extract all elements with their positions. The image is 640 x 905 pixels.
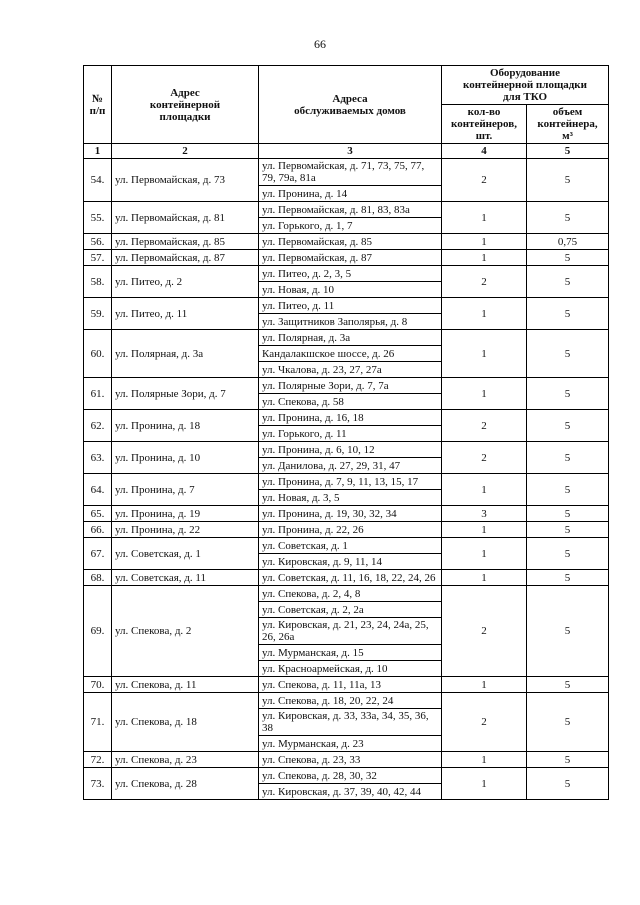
container-count: 2 [442,159,527,202]
column-number: 4 [442,144,527,159]
served-house-address: ул. Пронина, д. 22, 26 [259,522,442,538]
container-count: 1 [442,250,527,266]
site-address: ул. Пронина, д. 7 [112,474,259,506]
container-count: 2 [442,586,527,677]
table-row [84,538,609,554]
container-volume: 5 [527,202,609,234]
container-count: 1 [442,522,527,538]
row-number: 55. [84,202,112,234]
served-house-address: ул. Спекова, д. 28, 30, 32 [259,768,442,784]
served-house-address: ул. Спекова, д. 11, 11а, 13 [259,677,442,693]
container-count: 2 [442,693,527,752]
table-row [84,234,609,250]
served-house-address: ул. Первомайская, д. 85 [259,234,442,250]
row-number: 73. [84,768,112,800]
row-number: 66. [84,522,112,538]
row-number: 59. [84,298,112,330]
served-house-address: ул. Защитников Заполярья, д. 8 [259,314,442,330]
table-row [84,378,609,394]
header-served-houses: Адреса обслуживаемых домов [259,66,442,144]
row-number: 71. [84,693,112,752]
container-volume: 5 [527,410,609,442]
served-house-address: ул. Спекова, д. 23, 33 [259,752,442,768]
site-address: ул. Спекова, д. 23 [112,752,259,768]
site-address: ул. Полярная, д. 3а [112,330,259,378]
row-number: 56. [84,234,112,250]
served-house-address: ул. Кировская, д. 21, 23, 24, 24а, 25, 26, 26а [259,618,442,645]
container-count: 2 [442,410,527,442]
table-row [84,298,609,314]
container-volume: 5 [527,378,609,410]
row-number: 65. [84,506,112,522]
served-house-address: ул. Советская, д. 2, 2а [259,602,442,618]
row-number: 61. [84,378,112,410]
site-address: ул. Пронина, д. 19 [112,506,259,522]
header-no: № п/п [84,66,112,144]
row-number: 60. [84,330,112,378]
container-volume: 5 [527,522,609,538]
site-address: ул. Советская, д. 11 [112,570,259,586]
container-volume: 5 [527,586,609,677]
container-count: 2 [442,442,527,474]
row-number: 54. [84,159,112,202]
container-sites-table [83,65,609,800]
container-volume: 5 [527,474,609,506]
table-row [84,250,609,266]
table-row [84,570,609,586]
container-volume: 0,75 [527,234,609,250]
site-address: ул. Пронина, д. 10 [112,442,259,474]
table-row [84,159,609,186]
row-number: 57. [84,250,112,266]
served-house-address: ул. Кировская, д. 37, 39, 40, 42, 44 [259,784,442,800]
container-count: 1 [442,752,527,768]
served-house-address: ул. Мурманская, д. 15 [259,645,442,661]
table-row [84,506,609,522]
site-address: ул. Пронина, д. 18 [112,410,259,442]
table-row [84,202,609,218]
column-number: 3 [259,144,442,159]
served-house-address: ул. Пронина, д. 6, 10, 12 [259,442,442,458]
row-number: 58. [84,266,112,298]
container-count: 1 [442,330,527,378]
row-number: 70. [84,677,112,693]
row-number: 63. [84,442,112,474]
column-number: 5 [527,144,609,159]
container-volume: 5 [527,768,609,800]
served-house-address: ул. Пронина, д. 7, 9, 11, 13, 15, 17 [259,474,442,490]
container-count: 1 [442,474,527,506]
served-house-address: ул. Кировская, д. 33, 33а, 34, 35, 36, 38 [259,709,442,736]
container-count: 1 [442,202,527,234]
site-address: ул. Первомайская, д. 81 [112,202,259,234]
container-count: 1 [442,298,527,330]
container-count: 1 [442,538,527,570]
served-house-address: ул. Питео, д. 2, 3, 5 [259,266,442,282]
container-volume: 5 [527,570,609,586]
container-volume: 5 [527,538,609,570]
served-house-address: ул. Мурманская, д. 23 [259,736,442,752]
served-house-address: ул. Советская, д. 1 [259,538,442,554]
container-count: 2 [442,266,527,298]
container-volume: 5 [527,752,609,768]
container-volume: 5 [527,330,609,378]
served-house-address: ул. Первомайская, д. 81, 83, 83а [259,202,442,218]
page-number: 66 [314,37,326,51]
header-container-volume: объем контейнера, м³ [527,105,609,144]
site-address: ул. Питео, д. 11 [112,298,259,330]
served-house-address: ул. Горького, д. 1, 7 [259,218,442,234]
row-number: 64. [84,474,112,506]
container-volume: 5 [527,266,609,298]
served-house-address: ул. Спекова, д. 2, 4, 8 [259,586,442,602]
row-number: 68. [84,570,112,586]
table-row [84,266,609,282]
container-volume: 5 [527,298,609,330]
container-volume: 5 [527,693,609,752]
column-number: 2 [112,144,259,159]
site-address: ул. Первомайская, д. 87 [112,250,259,266]
row-number: 67. [84,538,112,570]
served-house-address: ул. Полярные Зори, д. 7, 7а [259,378,442,394]
table-row [84,474,609,490]
site-address: ул. Спекова, д. 28 [112,768,259,800]
served-house-address: ул. Первомайская, д. 87 [259,250,442,266]
site-address: ул. Спекова, д. 2 [112,586,259,677]
served-house-address: ул. Горького, д. 11 [259,426,442,442]
site-address: ул. Пронина, д. 22 [112,522,259,538]
served-house-address: ул. Пронина, д. 14 [259,186,442,202]
container-volume: 5 [527,506,609,522]
row-number: 62. [84,410,112,442]
container-volume: 5 [527,159,609,202]
served-house-address: ул. Красноармейская, д. 10 [259,661,442,677]
served-house-address: ул. Спекова, д. 18, 20, 22, 24 [259,693,442,709]
container-count: 1 [442,768,527,800]
table-body [84,159,609,800]
table-row [84,330,609,346]
container-volume: 5 [527,677,609,693]
served-house-address: ул. Пронина, д. 19, 30, 32, 34 [259,506,442,522]
container-count: 1 [442,570,527,586]
header-equipment: Оборудование контейнерной площадки для ТКО [442,66,609,105]
served-house-address: ул. Советская, д. 11, 16, 18, 22, 24, 26 [259,570,442,586]
row-number: 72. [84,752,112,768]
served-house-address: ул. Чкалова, д. 23, 27, 27а [259,362,442,378]
site-address: ул. Полярные Зори, д. 7 [112,378,259,410]
served-house-address: ул. Новая, д. 10 [259,282,442,298]
table-row [84,677,609,693]
site-address: ул. Первомайская, д. 85 [112,234,259,250]
table-row [84,586,609,602]
served-house-address: ул. Питео, д. 11 [259,298,442,314]
column-number: 1 [84,144,112,159]
site-address: ул. Питео, д. 2 [112,266,259,298]
container-count: 3 [442,506,527,522]
container-count: 1 [442,677,527,693]
site-address: ул. Спекова, д. 18 [112,693,259,752]
served-house-address: ул. Пронина, д. 16, 18 [259,410,442,426]
header-site-address: Адрес контейнерной площадки [112,66,259,144]
served-house-address: ул. Кировская, д. 9, 11, 14 [259,554,442,570]
served-house-address: ул. Новая, д. 3, 5 [259,490,442,506]
served-house-address: ул. Первомайская, д. 71, 73, 75, 77, 79, 79а, 81а [259,159,442,186]
row-number: 69. [84,586,112,677]
site-address: ул. Спекова, д. 11 [112,677,259,693]
table-row [84,442,609,458]
served-house-address: ул. Данилова, д. 27, 29, 31, 47 [259,458,442,474]
container-count: 1 [442,378,527,410]
table-row [84,752,609,768]
served-house-address: Кандалакшское шоссе, д. 26 [259,346,442,362]
site-address: ул. Советская, д. 1 [112,538,259,570]
table-row [84,522,609,538]
container-volume: 5 [527,442,609,474]
header-container-count: кол-во контейнеров, шт. [442,105,527,144]
table-row [84,693,609,709]
served-house-address: ул. Спекова, д. 58 [259,394,442,410]
site-address: ул. Первомайская, д. 73 [112,159,259,202]
container-volume: 5 [527,250,609,266]
table-row [84,768,609,784]
container-count: 1 [442,234,527,250]
served-house-address: ул. Полярная, д. 3а [259,330,442,346]
table-row [84,410,609,426]
